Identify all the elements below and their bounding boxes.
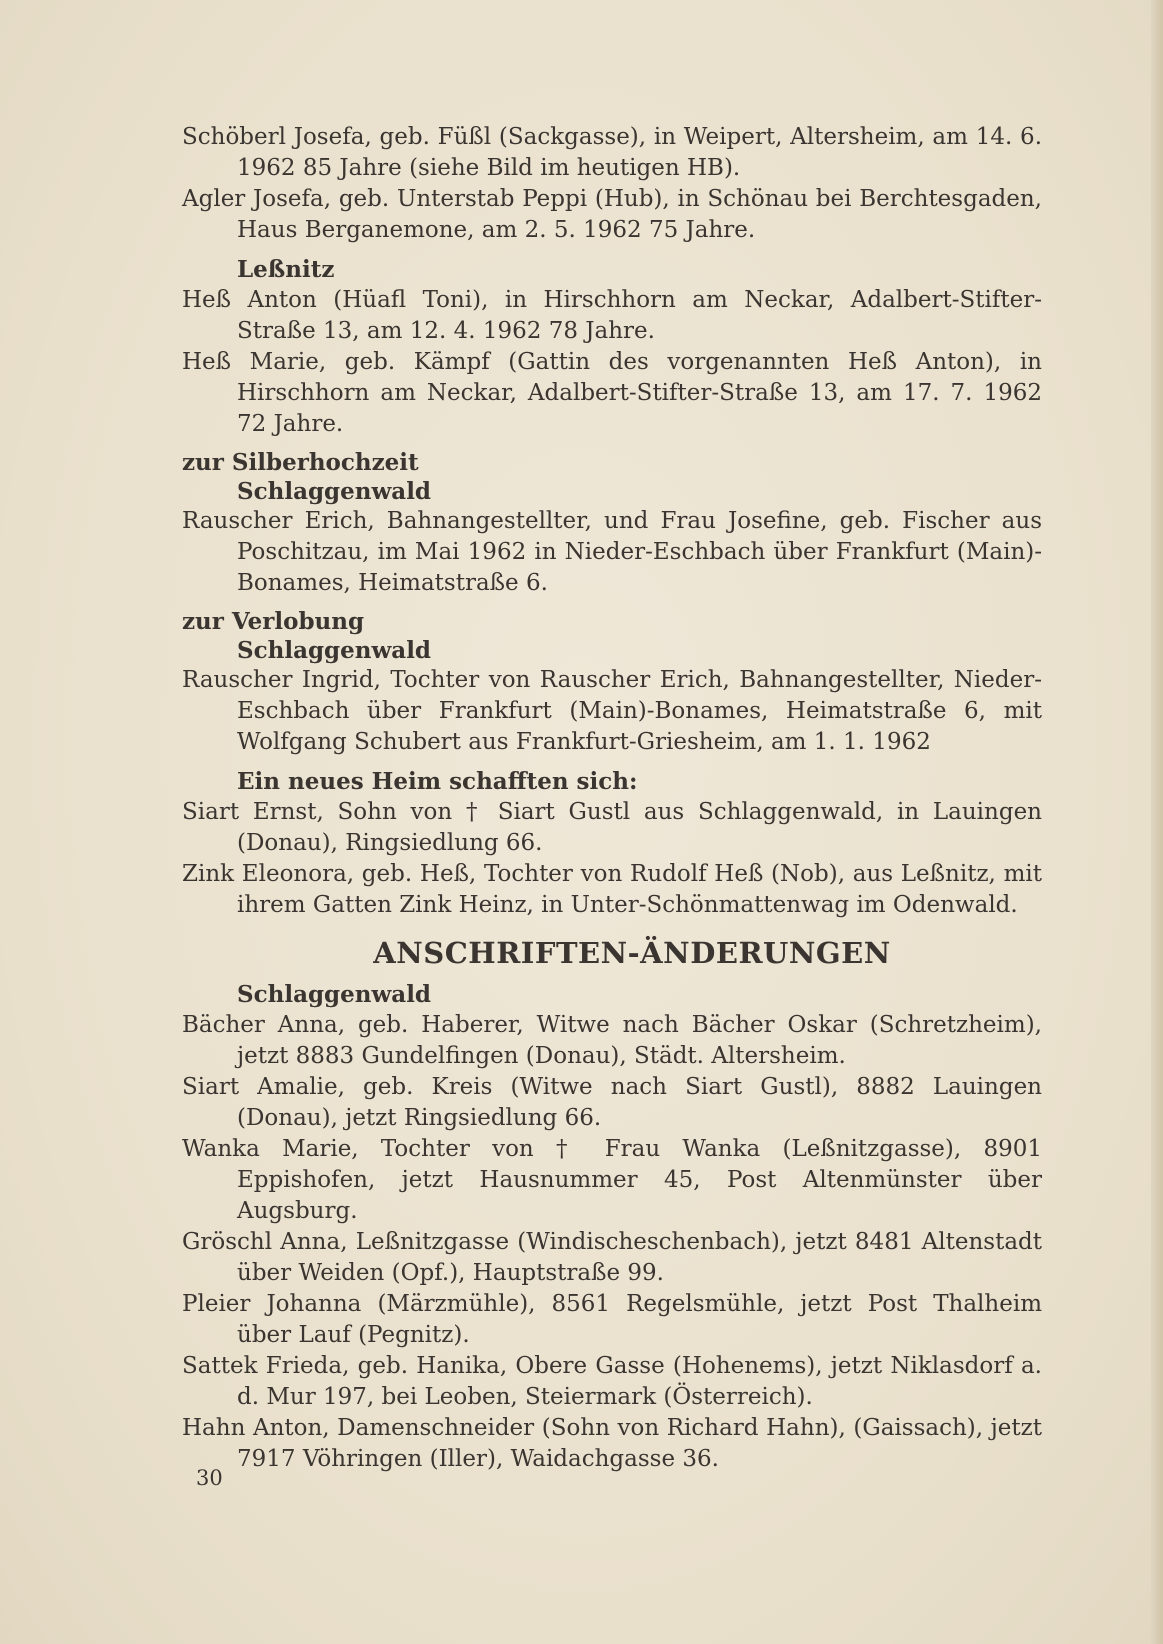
- entry: Pleier Johanna (Märzmühle), 8561 Regelsmühle, jetzt Post Thalheim über Lauf (Pegnitz).: [182, 1291, 1042, 1348]
- entry: Heß Marie, geb. Kämpf (Gattin des vorgenannten Heß Anton), in Hirschhorn am Neckar, Adalbert-Stifter-Straße 13, am 17. 7. 1962 72 Jahre.: [182, 349, 1042, 437]
- page-edge: [1151, 0, 1163, 1644]
- entry: Schöberl Josefa, geb. Füßl (Sackgasse), in Weipert, Altersheim, am 14. 6. 1962 85 Jahre (siehe Bild im heutigen HB).: [182, 124, 1042, 181]
- entry: Hahn Anton, Damenschneider (Sohn von Richard Hahn), (Gaissach), jetzt 7917 Vöhringen (Iller), Waidachgasse 36.: [182, 1415, 1042, 1472]
- entry: Rauscher Ingrid, Tochter von Rauscher Erich, Bahnangestellter, Nieder-Eschbach über Frankfurt (Main)-Bonames, Heimatstraße 6, mit Wolfgang Schubert aus Frankfurt-Griesheim, am 1. 1. 1962: [182, 667, 1042, 755]
- subheading-lessnitz: Leßnitz: [237, 256, 335, 283]
- entry: Zink Eleonora, geb. Heß, Tochter von Rudolf Heß (Nob), aus Leßnitz, mit ihrem Gatten Zink Heinz, in Unter-Schönmattenwag im Odenwald.: [182, 861, 1042, 918]
- section-verlobung: [182, 607, 1042, 665]
- section-place: Schlaggenwald: [237, 478, 432, 505]
- section-place: Schlaggenwald: [237, 637, 432, 664]
- entry: Sattek Frieda, geb. Hanika, Obere Gasse (Hohenems), jetzt Niklasdorf a. d. Mur 197, bei Leoben, Steiermark (Österreich).: [182, 1353, 1042, 1410]
- entry: Siart Amalie, geb. Kreis (Witwe nach Siart Gustl), 8882 Lauingen (Donau), jetzt Ringsiedlung 66.: [182, 1074, 1042, 1131]
- page-number: 30: [196, 1466, 223, 1490]
- entry: Gröschl Anna, Leßnitzgasse (Windischeschenbach), jetzt 8481 Altenstadt über Weiden (Opf.), Hauptstraße 99.: [182, 1229, 1042, 1286]
- section-label: zur Verlobung: [182, 608, 365, 635]
- section-silberhochzeit: [182, 448, 1042, 506]
- section-place: Schlaggenwald: [237, 981, 432, 1008]
- section-label: zur Silberhochzeit: [182, 449, 419, 476]
- entry: Heß Anton (Hüafl Toni), in Hirschhorn am Neckar, Adalbert-Stifter-Straße 13, am 12. 4. 1962 78 Jahre.: [182, 287, 1042, 344]
- section-heading: ANSCHRIFTEN-ÄNDERUNGEN: [373, 936, 891, 970]
- entry: Wanka Marie, Tochter von † Frau Wanka (Leßnitzgasse), 8901 Eppishofen, jetzt Hausnummer 45, Post Altenmünster über Augsburg.: [182, 1136, 1042, 1224]
- entry: Rauscher Erich, Bahnangestellter, und Frau Josefine, geb. Fischer aus Poschitzau, im Mai 1962 in Nieder-Eschbach über Frankfurt (Main)-Bonames, Heimatstraße 6.: [182, 508, 1042, 596]
- entry: Bächer Anna, geb. Haberer, Witwe nach Bächer Oskar (Schretzheim), jetzt 8883 Gundelfingen (Donau), Städt. Altersheim.: [182, 1012, 1042, 1069]
- subheading-heim: Ein neues Heim schafften sich:: [237, 768, 638, 795]
- entry: Agler Josefa, geb. Unterstab Peppi (Hub), in Schönau bei Berchtesgaden, Haus Berganemone, am 2. 5. 1962 75 Jahre.: [182, 186, 1042, 243]
- entry: Siart Ernst, Sohn von † Siart Gustl aus Schlaggenwald, in Lauingen (Donau), Ringsiedlung 66.: [182, 799, 1042, 856]
- document-body: [182, 122, 1042, 1475]
